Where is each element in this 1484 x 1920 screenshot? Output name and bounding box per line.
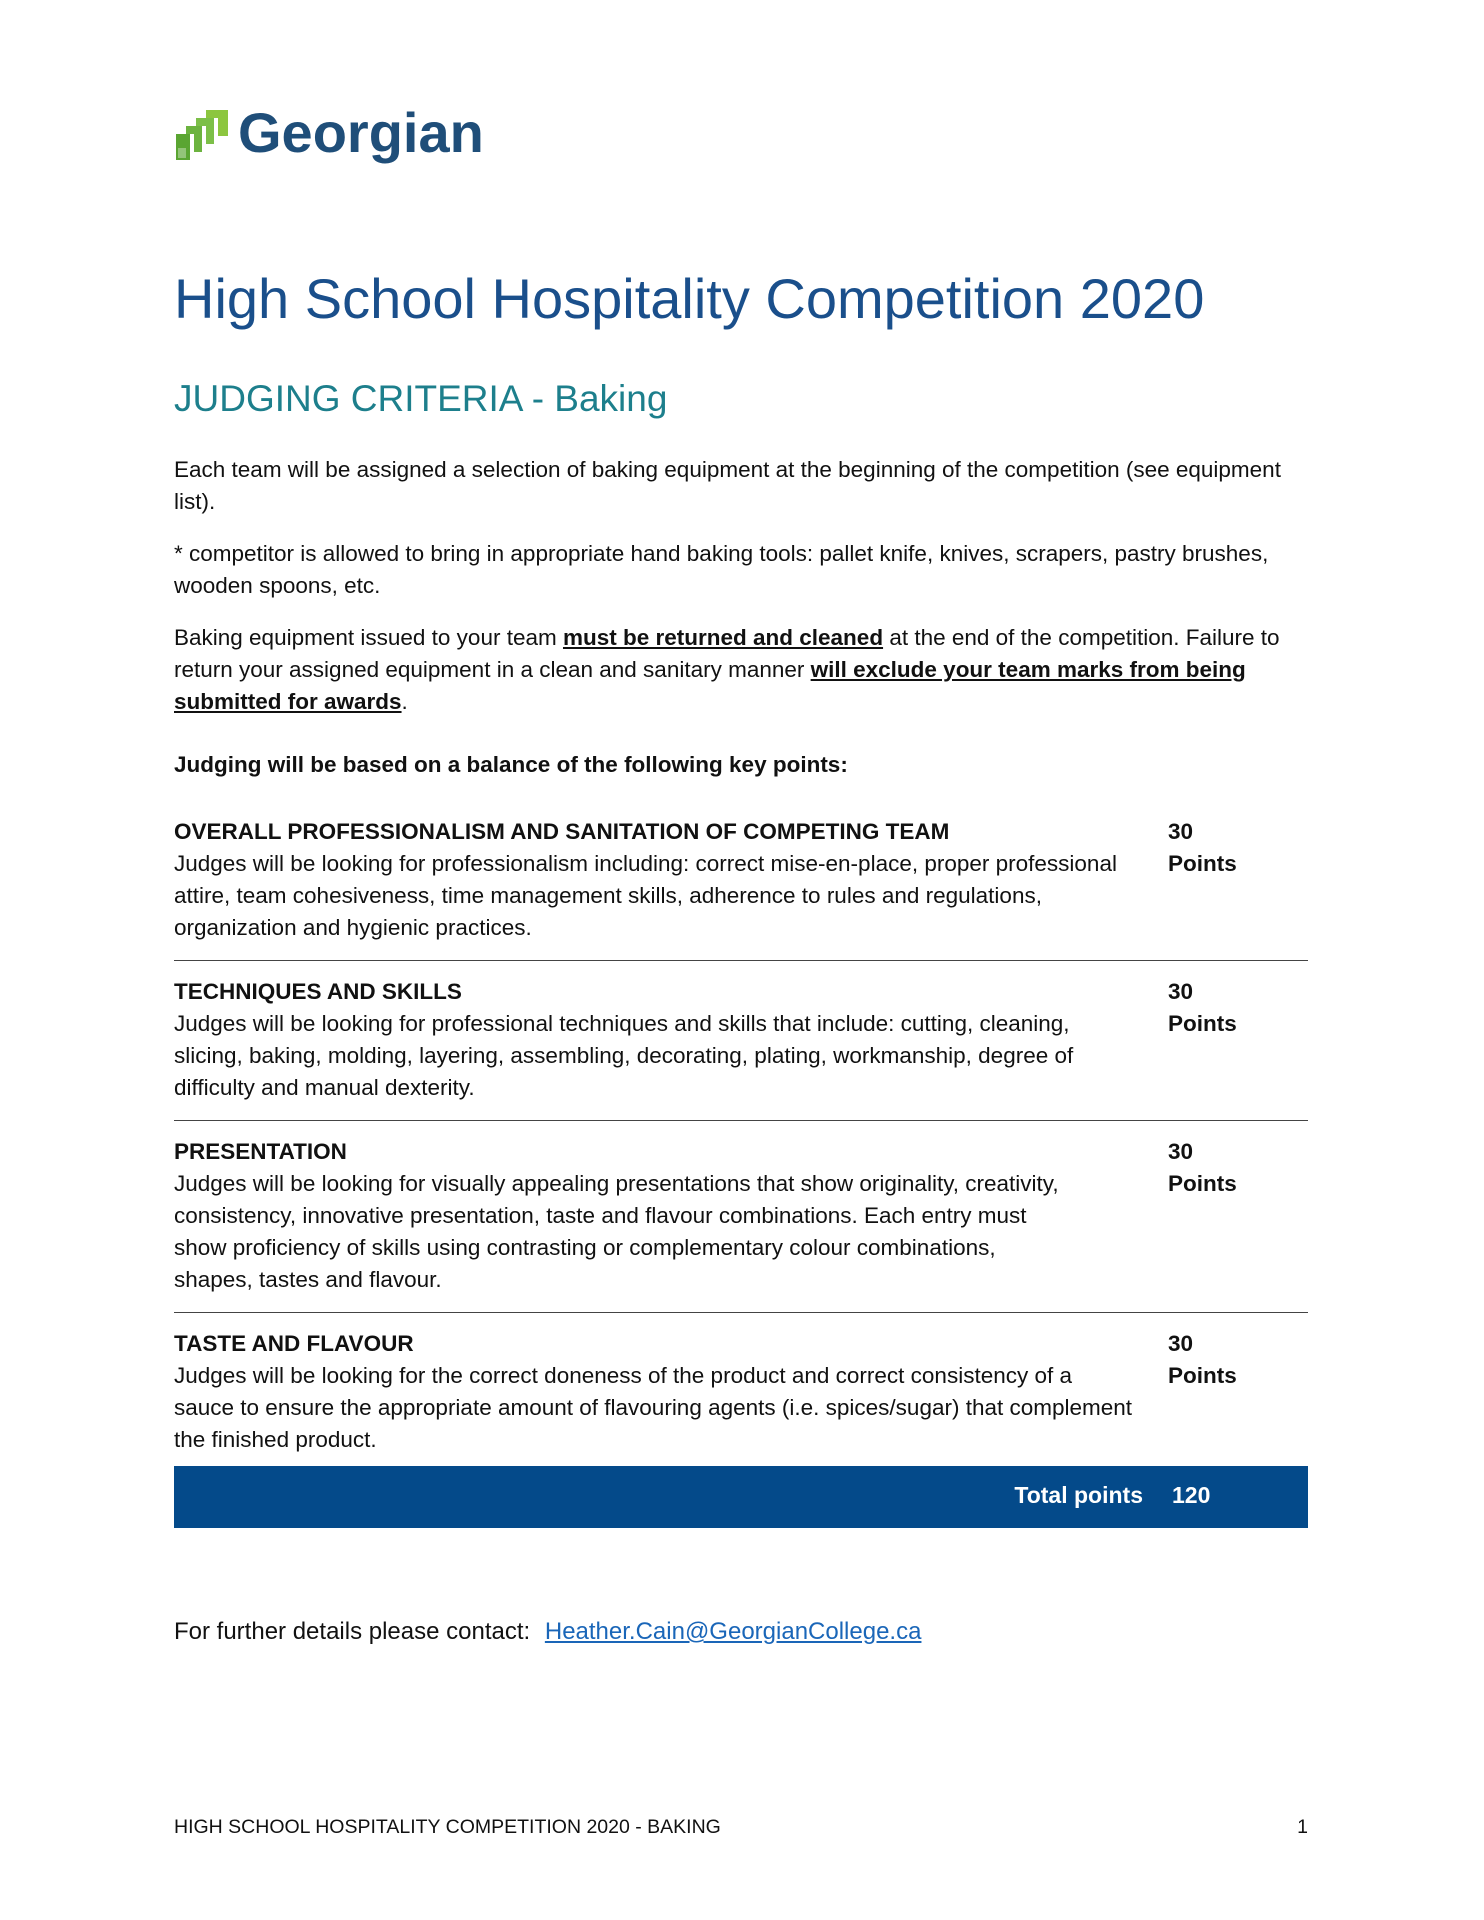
logo-text: Georgian xyxy=(238,101,484,164)
criterion-points-label: Points xyxy=(1168,851,1237,876)
intro-paragraph: Each team will be assigned a selection of baking equipment at the beginning of the competition (see equipment list). xyxy=(174,457,1281,514)
divider xyxy=(174,960,1308,961)
criterion-description: Judges will be looking for professional techniques and skills that include: cutting, cleaning, slicing, baking, molding, layering, assembling, decorating, plating, workmanship, degree of difficulty and manual dexterity. xyxy=(174,1011,1074,1100)
total-points-value: 120 xyxy=(1172,1482,1211,1508)
equipment-text-2: at the end of the competition. Failure to return your assigned equipment in a clean and sanitary manner xyxy=(174,625,1280,682)
criterion-points: 30 xyxy=(1168,1331,1194,1356)
total-points-label: Total points xyxy=(1014,1482,1143,1508)
criterion-points: 30 xyxy=(1168,979,1194,1004)
page-number: 1 xyxy=(1297,1816,1308,1838)
criterion-techniques xyxy=(174,976,1308,1104)
criterion-description: Judges will be looking for the correct doneness of the product and correct consistency of a sauce to ensure the appropriate amount of flavouring agents (i.e. spices/sugar) that complement the finished product. xyxy=(174,1363,1133,1452)
equipment-text-3: . xyxy=(401,689,408,714)
equipment-return-paragraph xyxy=(174,622,1314,718)
criterion-points-label: Points xyxy=(1168,1363,1237,1388)
total-points-bar xyxy=(174,1466,1308,1528)
criterion-points-label: Points xyxy=(1168,1171,1237,1196)
criterion-heading: OVERALL PROFESSIONALISM AND SANITATION OF COMPETING TEAM xyxy=(174,819,950,844)
criterion-points: 30 xyxy=(1168,819,1194,844)
criterion-heading: TECHNIQUES AND SKILLS xyxy=(174,979,462,1004)
divider xyxy=(174,1312,1308,1313)
judging-lead: Judging will be based on a balance of the following key points: xyxy=(174,752,848,777)
exclusion-emphasis: will exclude your team marks from being submitted for awards xyxy=(174,657,1246,714)
returned-cleaned-emphasis: must be returned and cleaned xyxy=(562,625,884,650)
criterion-description: Judges will be looking for professionalism including: correct mise-en-place, proper professional attire, team cohesiveness, time management skills, adherence to rules and regulations, organization and hygienic practices. xyxy=(174,851,1117,940)
tools-paragraph: * competitor is allowed to bring in appropriate hand baking tools: pallet knife, knives, scrapers, pastry brushes, wooden spoons, etc. xyxy=(174,541,1269,598)
criterion-points-label: Points xyxy=(1168,1011,1237,1036)
criterion-description: Judges will be looking for visually appealing presentations that show originality, creativity, consistency, innovative presentation, taste and flavour combinations. Each entry must show proficiency of skills using contrasting or complementary colour combinations, shapes, tastes and flavour. xyxy=(174,1171,1059,1292)
criterion-heading: TASTE AND FLAVOUR xyxy=(174,1331,414,1356)
page-subtitle: JUDGING CRITERIA - Baking xyxy=(174,378,668,419)
georgian-logo xyxy=(174,101,484,164)
contact-email-link[interactable]: Heather.Cain@GeorgianCollege.ca xyxy=(544,1618,922,1645)
contact-line xyxy=(174,1618,921,1646)
divider xyxy=(174,1120,1308,1121)
criterion-points: 30 xyxy=(1168,1139,1194,1164)
criterion-presentation xyxy=(174,1136,1308,1296)
equipment-text-1: Baking equipment issued to your team xyxy=(174,625,563,650)
criterion-professionalism xyxy=(174,816,1308,944)
criterion-taste xyxy=(174,1328,1308,1456)
criterion-heading: PRESENTATION xyxy=(174,1139,347,1164)
georgian-logo-icon xyxy=(174,104,232,162)
page-title: High School Hospitality Competition 2020 xyxy=(174,267,1205,330)
contact-prefix: For further details please contact: xyxy=(174,1618,531,1645)
footer-title: HIGH SCHOOL HOSPITALITY COMPETITION 2020 - BAKING xyxy=(174,1816,721,1838)
